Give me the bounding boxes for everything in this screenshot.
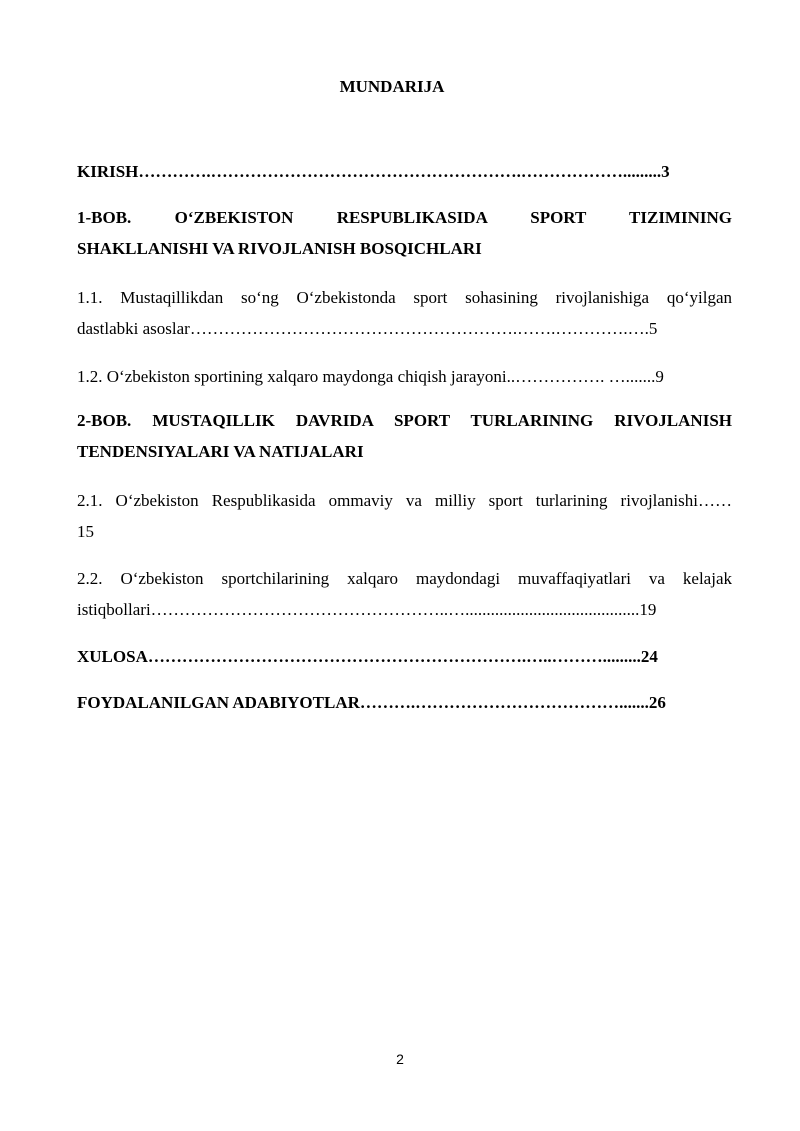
toc-entry-references (77, 687, 732, 718)
toc-entry-kirish-text: KIRISH………….……………………………………………….……………….........3 (77, 162, 670, 181)
toc-section-2-2 (77, 563, 732, 625)
toc-entry-kirish (77, 156, 732, 187)
toc-chapter-2-line-2: TENDENSIYALARI VA NATIJALARI (77, 442, 364, 461)
page-number: 2 (396, 1051, 404, 1067)
toc-section-1-1-line-1: 1.1. Mustaqillikdan so‘ng O‘zbekistonda sport sohasining rivojlanishiga qo‘yilgan (77, 288, 732, 307)
toc-chapter-1 (77, 202, 732, 264)
toc-chapter-2-line-1: 2-BOB. MUSTAQILLIK DAVRIDA SPORT TURLARINING RIVOJLANISH (77, 411, 732, 430)
toc-section-2-2-line-2: istiqbollari……………………………………………..….........................................19 (77, 600, 657, 619)
toc-section-2-1-line-2: 15 (77, 522, 94, 541)
toc-section-2-1-line-1: 2.1. O‘zbekiston Respublikasida ommaviy va milliy sport turlarining rivojlanishi…… (77, 491, 732, 510)
toc-chapter-2 (77, 405, 732, 467)
toc-chapter-1-line-2: SHAKLLANISHI VA RIVOJLANISH BOSQICHLARI (77, 239, 482, 258)
toc-section-1-2 (77, 361, 732, 392)
toc-section-2-2-line-1: 2.2. O‘zbekiston sportchilarining xalqaro maydondagi muvaffaqiyatlari va kelajak (77, 569, 732, 588)
toc-section-1-1 (77, 282, 732, 344)
toc-section-1-2-text: 1.2. O‘zbekiston sportining xalqaro maydonga chiqish jarayoni..……………. ….......9 (77, 367, 664, 386)
toc-entry-xulosa (77, 641, 732, 672)
toc-entry-xulosa-text: XULOSA………………………………………………………….…..……….........24 (77, 647, 658, 666)
toc-chapter-1-line-1: 1-BOB. O‘ZBEKISTON RESPUBLIKASIDA SPORT TIZIMINING (77, 208, 732, 227)
toc-entry-references-text: FOYDALANILGAN ADABIYOTLAR……….……………………………….......26 (77, 693, 666, 712)
toc-section-1-1-line-2: dastlabki asoslar………………………………………………….…….………….….5 (77, 319, 658, 338)
page-title: MUNDARIJA (339, 77, 445, 96)
toc-section-2-1 (77, 485, 732, 547)
